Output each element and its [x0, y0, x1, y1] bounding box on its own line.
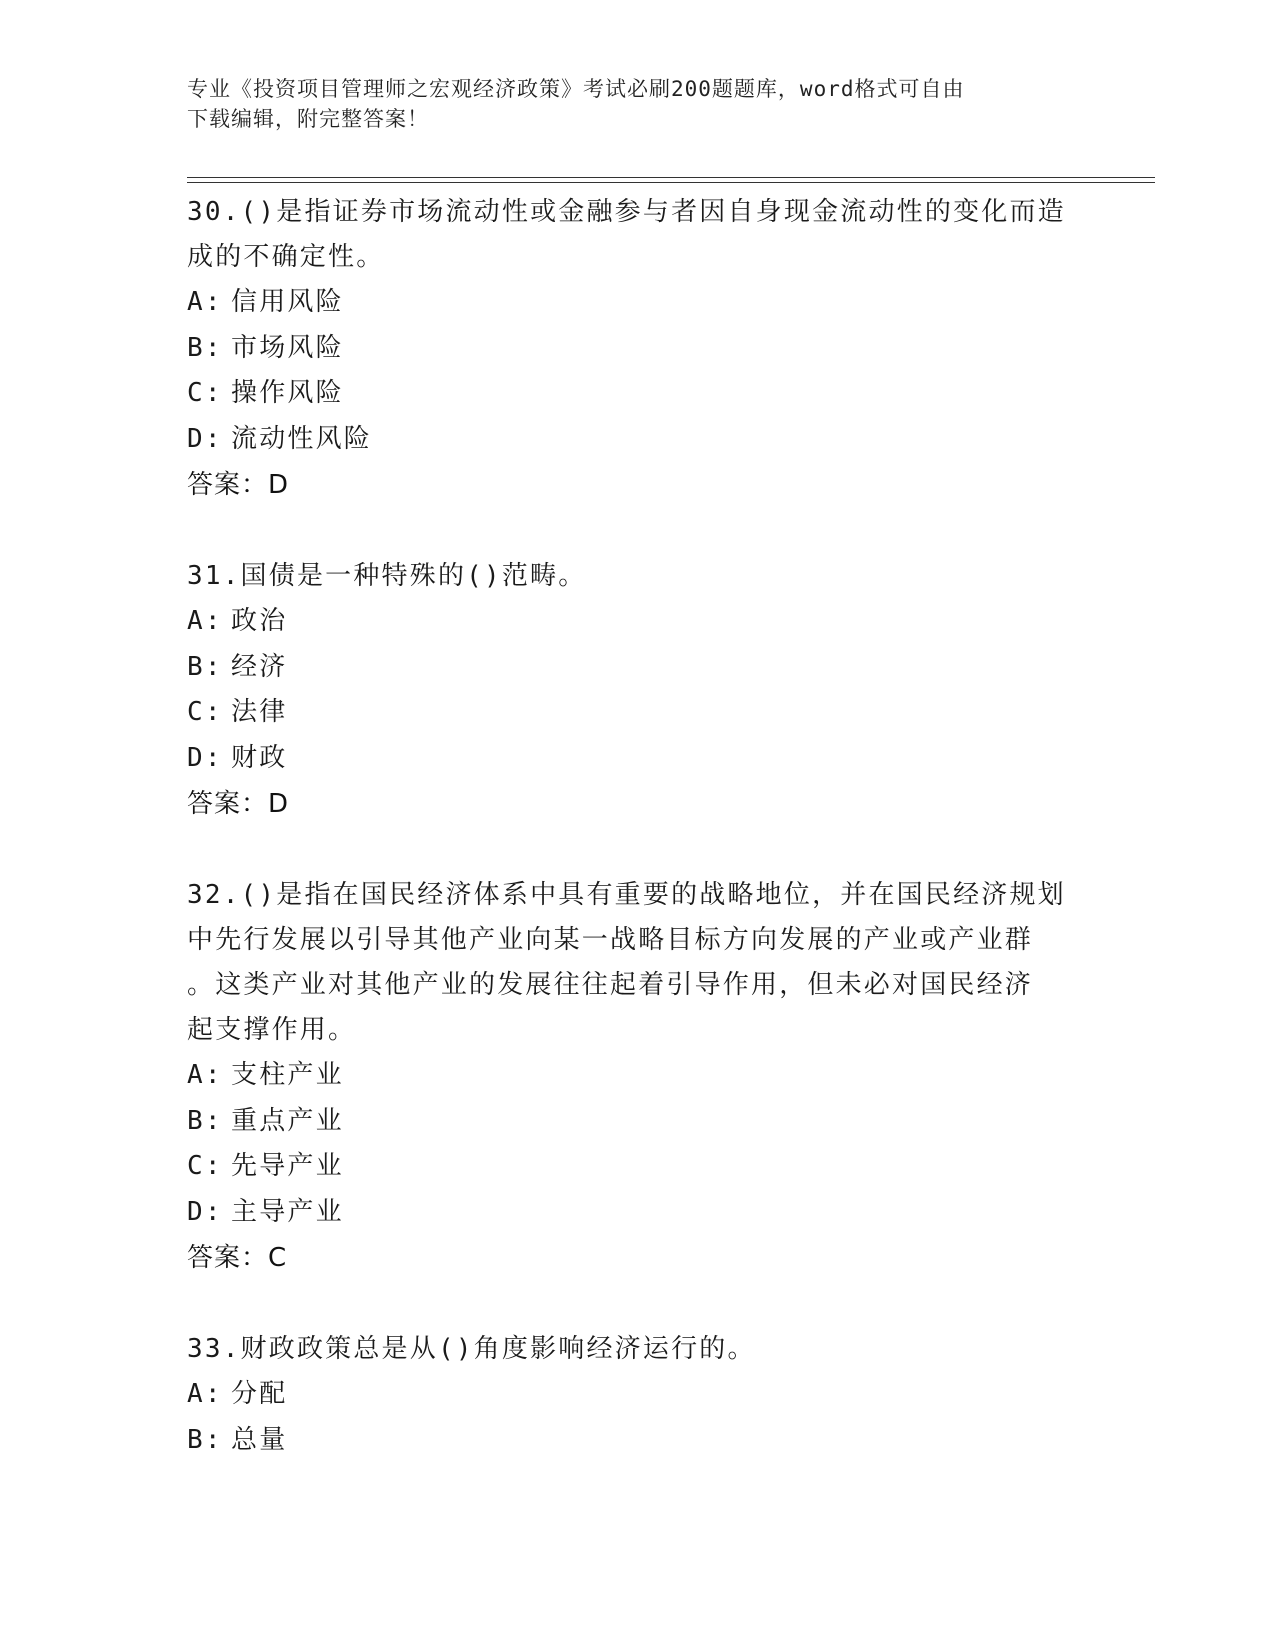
answer-option — [187, 326, 1087, 372]
option-text: 政治 — [231, 606, 288, 636]
answer-option — [187, 1144, 1087, 1190]
option-letter: A: — [187, 606, 223, 636]
question-text: 成的不确定性。 — [187, 242, 385, 272]
question-text: 。这类产业对其他产业的发展往往起着引导作用，但未必对国民经济 — [187, 970, 1034, 1000]
answer-option — [187, 1418, 1087, 1464]
option-letter: A: — [187, 287, 223, 317]
header-divider-top — [187, 177, 1155, 178]
option-letter: B: — [187, 332, 223, 363]
option-text: 流动性风险 — [231, 423, 373, 454]
option-letter: A: — [187, 1060, 223, 1090]
answer-option — [187, 690, 1087, 736]
option-letter: B: — [187, 651, 223, 682]
question-text: 起支撑作用。 — [187, 1015, 357, 1045]
option-text: 财政 — [231, 742, 288, 773]
answer-key: 答案：D — [187, 789, 290, 819]
option-text: 市场风险 — [231, 332, 344, 363]
question-text: 中先行发展以引导其他产业向某一战略目标方向发展的产业或产业群 — [187, 925, 1034, 955]
question-block — [187, 190, 1087, 508]
option-text: 总量 — [231, 1424, 288, 1455]
answer-option — [187, 736, 1087, 782]
question-text: 33.财政政策总是从()角度影响经济运行的。 — [187, 1334, 756, 1364]
option-letter: B: — [187, 1424, 223, 1455]
answer-option — [187, 371, 1087, 417]
option-text: 分配 — [231, 1379, 288, 1409]
answer-option — [187, 280, 1087, 326]
option-text: 法律 — [231, 697, 288, 727]
question-list — [187, 190, 1087, 1509]
answer-key: 答案：C — [187, 1243, 288, 1273]
option-letter: C: — [187, 697, 223, 727]
answer-option — [187, 1053, 1087, 1099]
option-letter: B: — [187, 1105, 223, 1136]
option-text: 支柱产业 — [231, 1060, 344, 1090]
option-text: 先导产业 — [231, 1151, 344, 1181]
option-text: 信用风险 — [231, 287, 344, 317]
option-letter: D: — [187, 423, 223, 454]
option-letter: D: — [187, 742, 223, 773]
option-text: 主导产业 — [231, 1196, 344, 1227]
option-text: 重点产业 — [231, 1105, 344, 1136]
question-text: 32.()是指在国民经济体系中具有重要的战略地位，并在国民经济规划 — [187, 880, 1066, 910]
answer-option — [187, 1099, 1087, 1145]
answer-option — [187, 1190, 1087, 1236]
header-line-2: 下载编辑，附完整答案！ — [187, 107, 429, 131]
question-block — [187, 554, 1087, 827]
question-block — [187, 1327, 1087, 1463]
answer-key: 答案：D — [187, 470, 290, 500]
header-divider-bottom — [187, 182, 1155, 183]
question-text: 31.国债是一种特殊的()范畴。 — [187, 561, 587, 591]
question-text: 30.()是指证券市场流动性或金融参与者因自身现金流动性的变化而造 — [187, 197, 1066, 227]
question-block — [187, 873, 1087, 1281]
option-letter: D: — [187, 1196, 223, 1227]
option-letter: C: — [187, 378, 223, 408]
option-letter: A: — [187, 1379, 223, 1409]
document-header — [187, 74, 1067, 134]
answer-option — [187, 417, 1087, 463]
option-letter: C: — [187, 1151, 223, 1181]
answer-option — [187, 645, 1087, 691]
answer-option — [187, 599, 1087, 645]
option-text: 操作风险 — [231, 378, 344, 408]
answer-option — [187, 1372, 1087, 1418]
option-text: 经济 — [231, 651, 288, 682]
header-line-1: 专业《投资项目管理师之宏观经济政策》考试必刷200题题库，word格式可自由 — [187, 77, 965, 101]
